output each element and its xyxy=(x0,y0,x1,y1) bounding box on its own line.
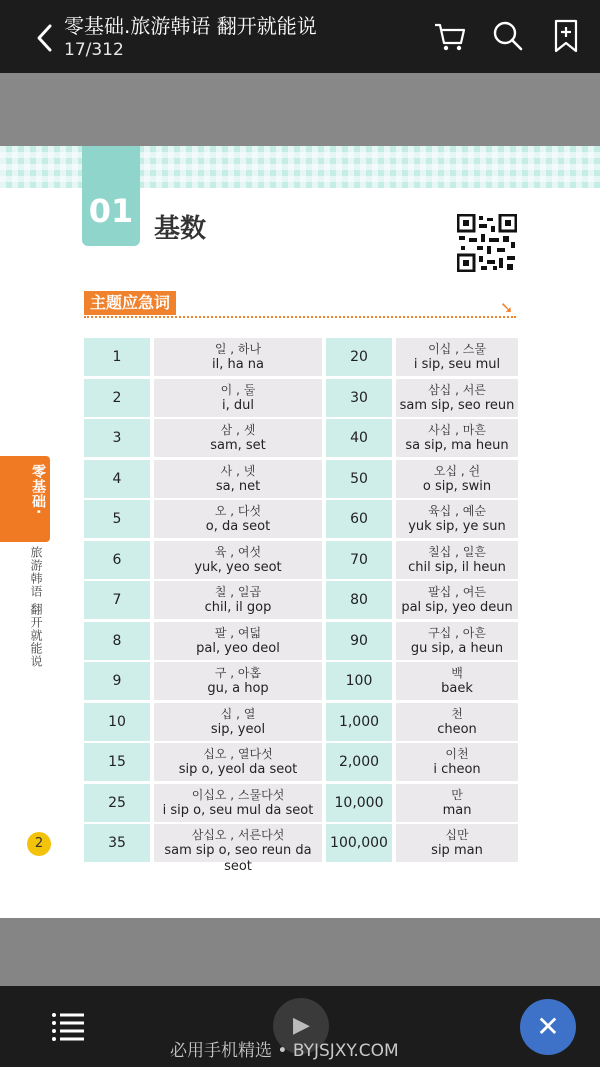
korean-cell xyxy=(154,460,322,498)
korean-cell xyxy=(396,703,518,741)
table-row xyxy=(84,621,518,662)
romanization-text: sam, set xyxy=(210,438,266,453)
romanization-text: sa sip, ma heun xyxy=(405,438,509,453)
number-cell: 70 xyxy=(326,541,392,579)
korean-cell xyxy=(396,743,518,781)
korean-cell xyxy=(396,662,518,700)
korean-cell xyxy=(154,784,322,822)
korean-cell xyxy=(396,541,518,579)
korean-text: 구 , 아홉 xyxy=(214,666,262,680)
back-arrow-icon[interactable] xyxy=(30,20,60,56)
table-row xyxy=(84,661,518,702)
number-cell: 8 xyxy=(84,622,150,660)
number-cell: 60 xyxy=(326,500,392,538)
number-cell: 90 xyxy=(326,622,392,660)
number-cell: 25 xyxy=(84,784,150,822)
romanization-text: man xyxy=(442,802,472,818)
korean-text: 사십 , 마흔 xyxy=(428,423,486,437)
cart-icon[interactable] xyxy=(432,18,468,54)
side-tab-label: 零基础· xyxy=(30,464,46,516)
korean-text: 이십 , 스물 xyxy=(428,342,486,356)
korean-cell xyxy=(396,824,518,862)
romanization-text: sip man xyxy=(431,843,483,858)
romanization-text: i cheon xyxy=(433,762,481,777)
arrow-down-right-icon: ➘ xyxy=(500,298,514,317)
number-cell: 4 xyxy=(84,460,150,498)
book-page[interactable] xyxy=(0,146,600,918)
romanization-text: gu, a hop xyxy=(207,681,269,696)
romanization-text: i sip, seu mul xyxy=(413,357,501,372)
table-row xyxy=(84,580,518,621)
romanization-text: chil, il gop xyxy=(204,600,272,615)
korean-text: 일 , 하나 xyxy=(214,342,262,356)
korean-text: 육 , 여섯 xyxy=(214,544,262,559)
dotted-divider xyxy=(84,316,516,318)
number-cell: 1,000 xyxy=(326,703,392,741)
number-cell: 2 xyxy=(84,379,150,417)
korean-cell xyxy=(396,500,518,538)
korean-cell xyxy=(396,338,518,376)
table-row xyxy=(84,702,518,743)
korean-cell xyxy=(154,338,322,376)
table-row xyxy=(84,459,518,500)
table-row xyxy=(84,742,518,783)
korean-cell xyxy=(396,460,518,498)
number-cell: 5 xyxy=(84,500,150,538)
number-cell: 30 xyxy=(326,379,392,417)
number-cell: 2,000 xyxy=(326,743,392,781)
number-cell: 9 xyxy=(84,662,150,700)
section-title: 基数 xyxy=(154,214,207,244)
korean-cell xyxy=(154,541,322,579)
section-number-tag xyxy=(82,146,140,246)
number-cell: 80 xyxy=(326,581,392,619)
page-number-badge: 2 xyxy=(27,832,51,856)
number-cell: 3 xyxy=(84,419,150,457)
side-tab xyxy=(0,456,50,542)
romanization-text: sip, yeol xyxy=(210,721,266,737)
korean-text: 십오 , 열다섯 xyxy=(203,747,273,761)
number-cell: 1 xyxy=(84,338,150,376)
romanization-text: i, dul xyxy=(222,397,254,413)
korean-text: 이천 xyxy=(445,747,469,761)
side-book-title: 旅游韩语 翻开就能说 xyxy=(29,546,43,668)
romanization-text: baek xyxy=(441,681,473,696)
table-row xyxy=(84,337,518,378)
numbers-table xyxy=(84,337,518,874)
korean-cell xyxy=(396,784,518,822)
search-icon[interactable] xyxy=(490,18,526,54)
romanization-text: yuk, yeo seot xyxy=(194,559,282,575)
korean-text: 이십오 , 스물다섯 xyxy=(191,787,285,802)
romanization-text: sam sip, seo reun xyxy=(399,397,515,413)
korean-text: 칠 , 일곱 xyxy=(214,585,262,599)
korean-text: 팔십 , 여든 xyxy=(428,585,486,599)
korean-text: 십 , 열 xyxy=(220,706,256,721)
romanization-text: pal sip, yeo deun xyxy=(401,600,513,615)
romanization-text: sip o, yeol da seot xyxy=(178,762,298,777)
korean-text: 육십 , 예순 xyxy=(428,504,486,518)
romanization-text: gu sip, a heun xyxy=(410,640,504,656)
menu-list-icon[interactable] xyxy=(50,1008,86,1044)
number-cell: 20 xyxy=(326,338,392,376)
korean-text: 칠십 , 일흔 xyxy=(428,544,486,559)
korean-cell xyxy=(396,622,518,660)
romanization-text: cheon xyxy=(437,721,477,737)
korean-cell xyxy=(154,662,322,700)
page-margin-top xyxy=(0,73,600,146)
number-cell: 7 xyxy=(84,581,150,619)
romanization-text: sa, net xyxy=(215,478,261,494)
korean-text: 백 xyxy=(451,666,463,680)
korean-text: 삼 , 셋 xyxy=(220,423,256,437)
number-cell: 100 xyxy=(326,662,392,700)
korean-text: 팔 , 여덟 xyxy=(214,625,262,640)
korean-text: 이 , 둘 xyxy=(220,382,256,397)
bookmark-add-icon[interactable] xyxy=(548,18,584,54)
qr-code-icon[interactable] xyxy=(457,214,517,272)
number-cell: 6 xyxy=(84,541,150,579)
table-row xyxy=(84,378,518,419)
table-row xyxy=(84,540,518,581)
romanization-text: i sip o, seu mul da seot xyxy=(162,802,314,818)
number-cell: 40 xyxy=(326,419,392,457)
korean-text: 오 , 다섯 xyxy=(214,504,262,518)
number-cell: 35 xyxy=(84,824,150,862)
number-cell: 10,000 xyxy=(326,784,392,822)
korean-text: 사 , 넷 xyxy=(220,463,256,478)
page-indicator: 17/312 xyxy=(64,40,124,60)
close-button[interactable]: ✕ xyxy=(520,999,576,1055)
table-row xyxy=(84,783,518,824)
section-number: 01 xyxy=(88,192,134,230)
korean-cell xyxy=(154,379,322,417)
korean-cell xyxy=(154,743,322,781)
korean-cell xyxy=(396,581,518,619)
number-cell: 50 xyxy=(326,460,392,498)
book-title: 零基础.旅游韩语 翻开就能说 xyxy=(64,14,317,38)
korean-text: 십만 xyxy=(445,828,469,842)
korean-text: 오십 , 쉰 xyxy=(433,463,481,478)
korean-cell xyxy=(154,500,322,538)
romanization-text: yuk sip, ye sun xyxy=(408,519,506,534)
romanization-text: sam sip o, seo reun da seot xyxy=(164,843,312,874)
korean-text: 만 xyxy=(451,787,463,802)
romanization-text: il, ha na xyxy=(211,357,265,372)
romanization-text: pal, yeo deol xyxy=(196,640,280,656)
korean-text: 삼십 , 서른 xyxy=(428,382,486,397)
korean-cell xyxy=(154,419,322,457)
korean-cell xyxy=(154,581,322,619)
top-bar xyxy=(0,0,600,73)
korean-text: 천 xyxy=(451,706,463,721)
korean-cell xyxy=(396,379,518,417)
bottom-bar xyxy=(0,986,600,1067)
korean-text: 구십 , 아흔 xyxy=(428,625,486,640)
watermark-text: 必用手机精选 • BYJSJXY.COM xyxy=(170,1041,399,1061)
romanization-text: o, da seot xyxy=(205,519,271,534)
table-row xyxy=(84,823,518,874)
play-icon: ▶ xyxy=(293,1013,310,1038)
number-cell: 15 xyxy=(84,743,150,781)
korean-cell xyxy=(154,622,322,660)
table-row xyxy=(84,499,518,540)
korean-text: 삼십오 , 서른다섯 xyxy=(191,828,285,842)
page-margin-bottom xyxy=(0,918,600,986)
number-cell: 100,000 xyxy=(326,824,392,862)
topic-label: 主题应急词 xyxy=(84,291,176,315)
romanization-text: chil sip, il heun xyxy=(408,559,506,575)
korean-cell xyxy=(154,703,322,741)
korean-cell xyxy=(396,419,518,457)
romanization-text: o sip, swin xyxy=(422,478,492,494)
number-cell: 10 xyxy=(84,703,150,741)
table-row xyxy=(84,418,518,459)
korean-cell xyxy=(154,824,322,874)
